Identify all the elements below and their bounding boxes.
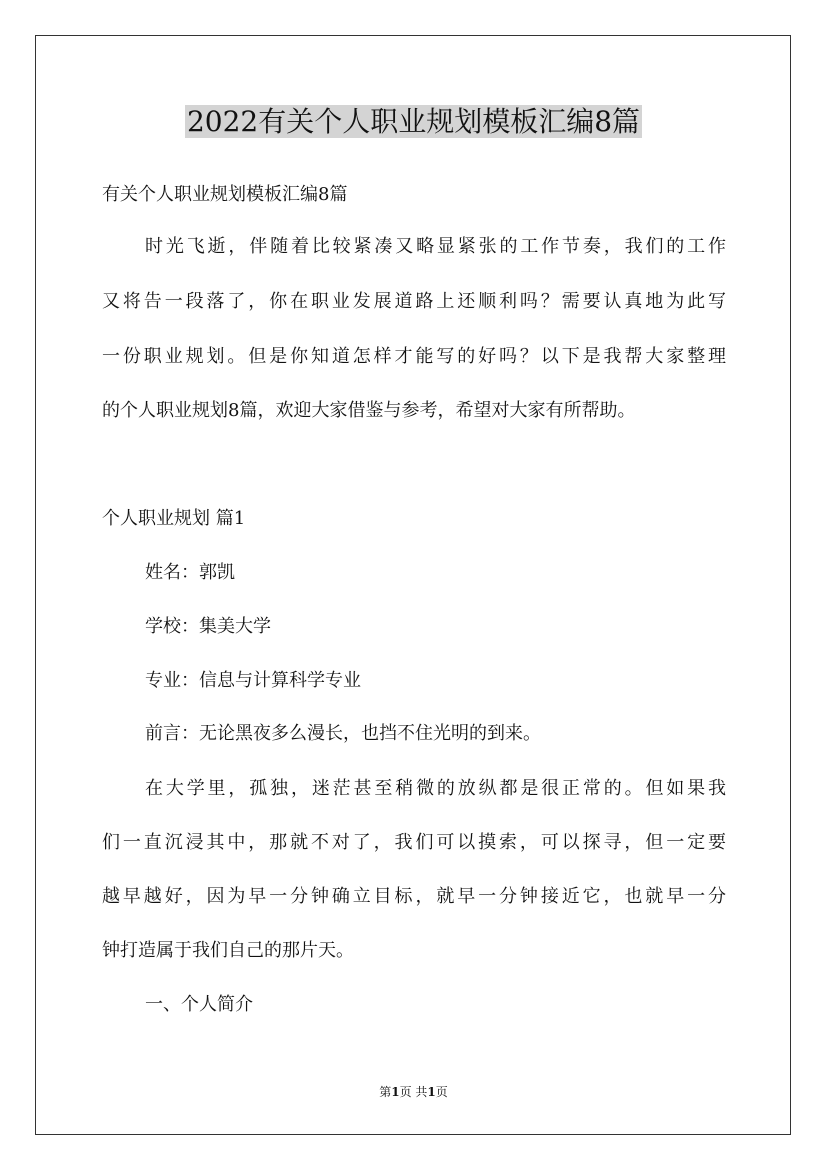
footer-total-suffix: 页 xyxy=(435,1085,448,1099)
preface-line: 前言：无论黑夜多么漫长，也挡不住光明的到来。 xyxy=(145,723,541,744)
document-title-text: 2022有关个人职业规划模板汇编8篇 xyxy=(186,105,641,138)
intro-line-4: 的个人职业规划8篇，欢迎大家借鉴与参考，希望对大家有所帮助。 xyxy=(102,400,636,421)
paragraph-line-3: 越早越好，因为早一分钟确立目标，就早一分钟接近它，也就早一分 xyxy=(102,886,726,907)
major-line: 专业：信息与计算科学专业 xyxy=(145,670,361,691)
footer-page-suffix: 页 共 xyxy=(399,1085,428,1099)
intro-line-3: 一份职业规划。但是你知道怎样才能写的好吗？以下是我帮大家整理 xyxy=(102,346,726,367)
footer-page-number: 1 xyxy=(391,1085,400,1099)
page-footer xyxy=(0,1084,827,1100)
subsection-heading: 一、个人简介 xyxy=(145,994,253,1015)
paragraph-line-2: 们一直沉浸其中，那就不对了，我们可以摸索，可以探寻，但一定要 xyxy=(102,832,726,853)
intro-line-1: 时光飞逝，伴随着比较紧凑又略显紧张的工作节奏，我们的工作 xyxy=(145,236,726,257)
section-heading: 个人职业规划 篇1 xyxy=(102,508,246,529)
paragraph-line-4: 钟打造属于我们自己的那片天。 xyxy=(102,940,354,961)
name-line: 姓名：郭凯 xyxy=(145,562,235,583)
intro-line-2: 又将告一段落了，你在职业发展道路上还顺利吗？需要认真地为此写 xyxy=(102,291,726,312)
school-line: 学校：集美大学 xyxy=(145,616,271,637)
footer-page-prefix: 第 xyxy=(379,1085,392,1099)
document-title xyxy=(0,102,827,142)
paragraph-line-1: 在大学里，孤独，迷茫甚至稍微的放纵都是很正常的。但如果我 xyxy=(145,778,726,799)
document-subtitle: 有关个人职业规划模板汇编8篇 xyxy=(102,184,348,205)
footer-total-pages: 1 xyxy=(427,1085,436,1099)
